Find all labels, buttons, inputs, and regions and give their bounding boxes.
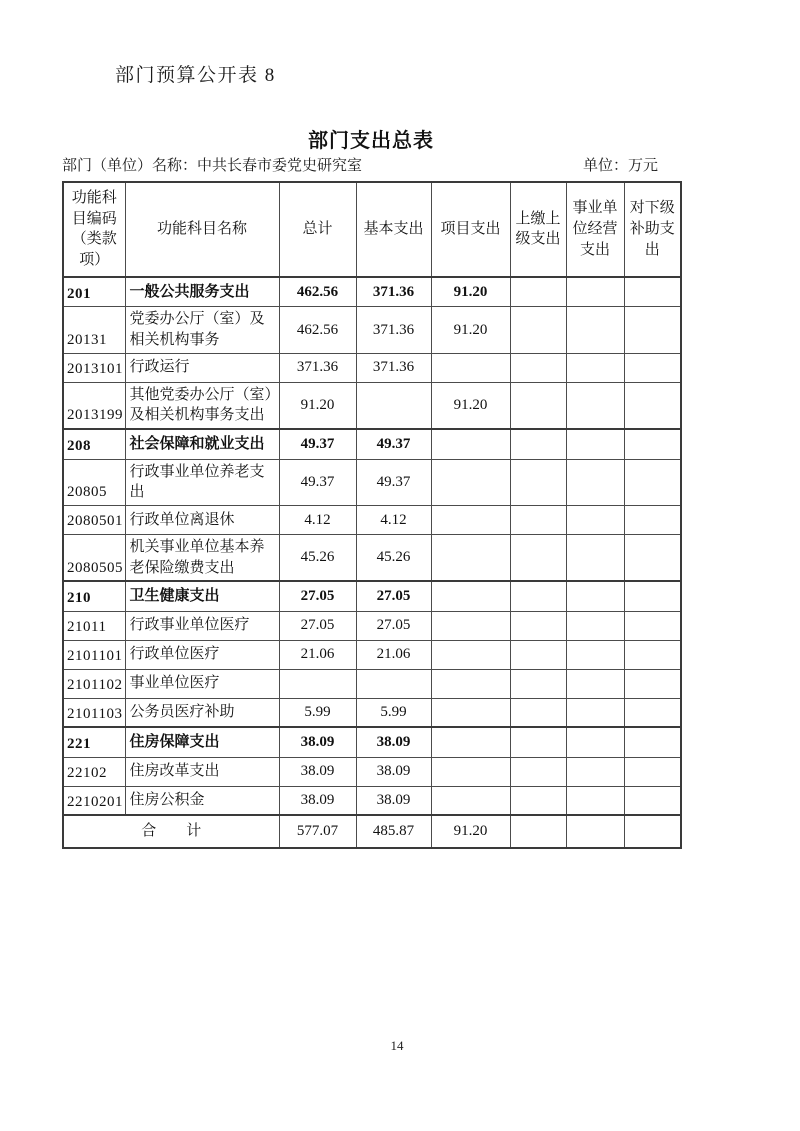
cell-subsidy bbox=[624, 382, 681, 429]
cell-code: 2101101 bbox=[63, 640, 125, 669]
col-header-function-name: 功能科目名称 bbox=[125, 182, 279, 277]
cell-operating bbox=[566, 429, 624, 459]
cell-operating bbox=[566, 727, 624, 757]
cell-remit bbox=[510, 581, 566, 611]
col-header-remit-upper: 上缴上级支出 bbox=[510, 182, 566, 277]
cell-project bbox=[431, 534, 510, 581]
unit-label: 单位：万元 bbox=[582, 158, 658, 174]
cell-operating bbox=[566, 534, 624, 581]
cell-total: 4.12 bbox=[279, 505, 356, 534]
cell-name: 行政事业单位养老支出 bbox=[125, 459, 279, 505]
cell-operating bbox=[566, 382, 624, 429]
cell-subsidy bbox=[624, 698, 681, 727]
table-row-2080505 bbox=[63, 534, 681, 581]
cell-basic: 38.09 bbox=[356, 727, 431, 757]
cell-operating bbox=[566, 459, 624, 505]
table-title: 部门支出总表 bbox=[308, 130, 434, 152]
cell-subsidy bbox=[624, 786, 681, 815]
cell-subsidy bbox=[624, 757, 681, 786]
cell-code: 2013199 bbox=[63, 382, 125, 429]
cell-project bbox=[431, 353, 510, 382]
cell-code: 2210201 bbox=[63, 786, 125, 815]
cell-code: 210 bbox=[63, 581, 125, 611]
cell-remit bbox=[510, 611, 566, 640]
cell-basic: 27.05 bbox=[356, 581, 431, 611]
cell-subsidy bbox=[624, 459, 681, 505]
cell-total: 38.09 bbox=[279, 757, 356, 786]
cell-total: 462.56 bbox=[279, 277, 356, 307]
section-row-210 bbox=[63, 581, 681, 611]
cell-code: 201 bbox=[63, 277, 125, 307]
expenditure-table bbox=[62, 181, 682, 849]
cell-total: 5.99 bbox=[279, 698, 356, 727]
cell-basic bbox=[356, 669, 431, 698]
table-row-2013101 bbox=[63, 353, 681, 382]
col-header-function-code: 功能科目编码（类款项） bbox=[63, 182, 125, 277]
cell-operating bbox=[566, 611, 624, 640]
cell-basic: 5.99 bbox=[356, 698, 431, 727]
total-label: 合 计 bbox=[63, 815, 279, 848]
cell-subsidy bbox=[624, 640, 681, 669]
cell-operating bbox=[566, 669, 624, 698]
section-row-208 bbox=[63, 429, 681, 459]
cell-basic: 21.06 bbox=[356, 640, 431, 669]
cell-code: 20131 bbox=[63, 307, 125, 353]
cell-total: 49.37 bbox=[279, 459, 356, 505]
meta-row bbox=[62, 154, 680, 175]
cell-operating bbox=[566, 353, 624, 382]
cell-basic: 38.09 bbox=[356, 786, 431, 815]
cell-code: 2080505 bbox=[63, 534, 125, 581]
cell-subsidy bbox=[624, 277, 681, 307]
total-project: 91.20 bbox=[431, 815, 510, 848]
cell-basic: 371.36 bbox=[356, 307, 431, 353]
cell-total: 38.09 bbox=[279, 786, 356, 815]
cell-name: 卫生健康支出 bbox=[125, 581, 279, 611]
cell-name: 公务员医疗补助 bbox=[125, 698, 279, 727]
cell-project bbox=[431, 727, 510, 757]
cell-project bbox=[431, 611, 510, 640]
cell-total: 371.36 bbox=[279, 353, 356, 382]
cell-remit bbox=[510, 669, 566, 698]
cell-basic: 27.05 bbox=[356, 611, 431, 640]
cell-total: 91.20 bbox=[279, 382, 356, 429]
cell-project bbox=[431, 786, 510, 815]
cell-project: 91.20 bbox=[431, 382, 510, 429]
cell-remit bbox=[510, 727, 566, 757]
cell-project: 91.20 bbox=[431, 307, 510, 353]
total-total: 577.07 bbox=[279, 815, 356, 848]
cell-name: 行政事业单位医疗 bbox=[125, 611, 279, 640]
cell-code: 2101103 bbox=[63, 698, 125, 727]
col-header-subsidy-lower: 对下级补助支出 bbox=[624, 182, 681, 277]
cell-basic: 4.12 bbox=[356, 505, 431, 534]
cell-total: 462.56 bbox=[279, 307, 356, 353]
cell-code: 2080501 bbox=[63, 505, 125, 534]
cell-project bbox=[431, 757, 510, 786]
cell-subsidy bbox=[624, 353, 681, 382]
cell-name: 行政单位医疗 bbox=[125, 640, 279, 669]
total-row bbox=[63, 815, 681, 848]
cell-name: 行政运行 bbox=[125, 353, 279, 382]
table-row-21011 bbox=[63, 611, 681, 640]
table-row-20131 bbox=[63, 307, 681, 353]
table-row-2101103 bbox=[63, 698, 681, 727]
cell-name: 社会保障和就业支出 bbox=[125, 429, 279, 459]
cell-project bbox=[431, 581, 510, 611]
cell-code: 21011 bbox=[63, 611, 125, 640]
cell-name: 一般公共服务支出 bbox=[125, 277, 279, 307]
cell-remit bbox=[510, 459, 566, 505]
cell-code: 221 bbox=[63, 727, 125, 757]
cell-subsidy bbox=[624, 581, 681, 611]
col-header-project-expense: 项目支出 bbox=[431, 182, 510, 277]
cell-name: 住房公积金 bbox=[125, 786, 279, 815]
cell-project bbox=[431, 459, 510, 505]
cell-remit bbox=[510, 534, 566, 581]
cell-remit bbox=[510, 698, 566, 727]
cell-basic: 49.37 bbox=[356, 429, 431, 459]
cell-subsidy bbox=[624, 727, 681, 757]
table-row-2013199 bbox=[63, 382, 681, 429]
cell-basic: 371.36 bbox=[356, 277, 431, 307]
cell-total: 27.05 bbox=[279, 611, 356, 640]
cell-subsidy bbox=[624, 307, 681, 353]
cell-code: 208 bbox=[63, 429, 125, 459]
cell-name: 行政单位离退休 bbox=[125, 505, 279, 534]
cell-basic: 371.36 bbox=[356, 353, 431, 382]
doc-label: 部门预算公开表 8 bbox=[115, 65, 276, 86]
table-row-2210201 bbox=[63, 786, 681, 815]
header-row bbox=[63, 182, 681, 277]
cell-project: 91.20 bbox=[431, 277, 510, 307]
col-header-operating: 事业单位经营支出 bbox=[566, 182, 624, 277]
cell-name: 事业单位医疗 bbox=[125, 669, 279, 698]
cell-total bbox=[279, 669, 356, 698]
cell-subsidy bbox=[624, 505, 681, 534]
cell-name: 党委办公厅（室）及相关机构事务 bbox=[125, 307, 279, 353]
cell-code: 20805 bbox=[63, 459, 125, 505]
cell-subsidy bbox=[624, 429, 681, 459]
cell-basic bbox=[356, 382, 431, 429]
col-header-basic-expense: 基本支出 bbox=[356, 182, 431, 277]
cell-name: 住房保障支出 bbox=[125, 727, 279, 757]
cell-operating bbox=[566, 640, 624, 669]
cell-subsidy bbox=[624, 534, 681, 581]
cell-remit bbox=[510, 429, 566, 459]
cell-remit bbox=[510, 353, 566, 382]
cell-operating bbox=[566, 786, 624, 815]
cell-name: 其他党委办公厅（室）及相关机构事务支出 bbox=[125, 382, 279, 429]
cell-project bbox=[431, 669, 510, 698]
cell-project bbox=[431, 640, 510, 669]
cell-total: 27.05 bbox=[279, 581, 356, 611]
cell-operating bbox=[566, 277, 624, 307]
col-header-grand-total: 总计 bbox=[279, 182, 356, 277]
cell-subsidy bbox=[624, 611, 681, 640]
table-row-22102 bbox=[63, 757, 681, 786]
cell-operating bbox=[566, 757, 624, 786]
cell-basic: 49.37 bbox=[356, 459, 431, 505]
cell-project bbox=[431, 505, 510, 534]
cell-project bbox=[431, 698, 510, 727]
cell-operating bbox=[566, 307, 624, 353]
cell-project bbox=[431, 429, 510, 459]
total-basic: 485.87 bbox=[356, 815, 431, 848]
total-subsidy bbox=[624, 815, 681, 848]
total-remit bbox=[510, 815, 566, 848]
cell-remit bbox=[510, 757, 566, 786]
cell-remit bbox=[510, 505, 566, 534]
table-row-2101102 bbox=[63, 669, 681, 698]
cell-subsidy bbox=[624, 669, 681, 698]
cell-name: 机关事业单位基本养老保险缴费支出 bbox=[125, 534, 279, 581]
cell-name: 住房改革支出 bbox=[125, 757, 279, 786]
cell-basic: 45.26 bbox=[356, 534, 431, 581]
table-row-2080501 bbox=[63, 505, 681, 534]
cell-operating bbox=[566, 505, 624, 534]
cell-total: 38.09 bbox=[279, 727, 356, 757]
cell-operating bbox=[566, 698, 624, 727]
section-row-201 bbox=[63, 277, 681, 307]
section-row-221 bbox=[63, 727, 681, 757]
cell-remit bbox=[510, 640, 566, 669]
cell-remit bbox=[510, 307, 566, 353]
total-operating bbox=[566, 815, 624, 848]
cell-remit bbox=[510, 382, 566, 429]
cell-basic: 38.09 bbox=[356, 757, 431, 786]
cell-total: 49.37 bbox=[279, 429, 356, 459]
cell-total: 45.26 bbox=[279, 534, 356, 581]
page-number: 14 bbox=[390, 1038, 404, 1053]
cell-remit bbox=[510, 277, 566, 307]
cell-code: 2013101 bbox=[63, 353, 125, 382]
cell-total: 21.06 bbox=[279, 640, 356, 669]
table-row-20805 bbox=[63, 459, 681, 505]
table-row-2101101 bbox=[63, 640, 681, 669]
cell-operating bbox=[566, 581, 624, 611]
cell-remit bbox=[510, 786, 566, 815]
dept-name-label: 部门（单位）名称：中共长春市委党史研究室 bbox=[62, 158, 363, 174]
cell-code: 22102 bbox=[63, 757, 125, 786]
cell-code: 2101102 bbox=[63, 669, 125, 698]
